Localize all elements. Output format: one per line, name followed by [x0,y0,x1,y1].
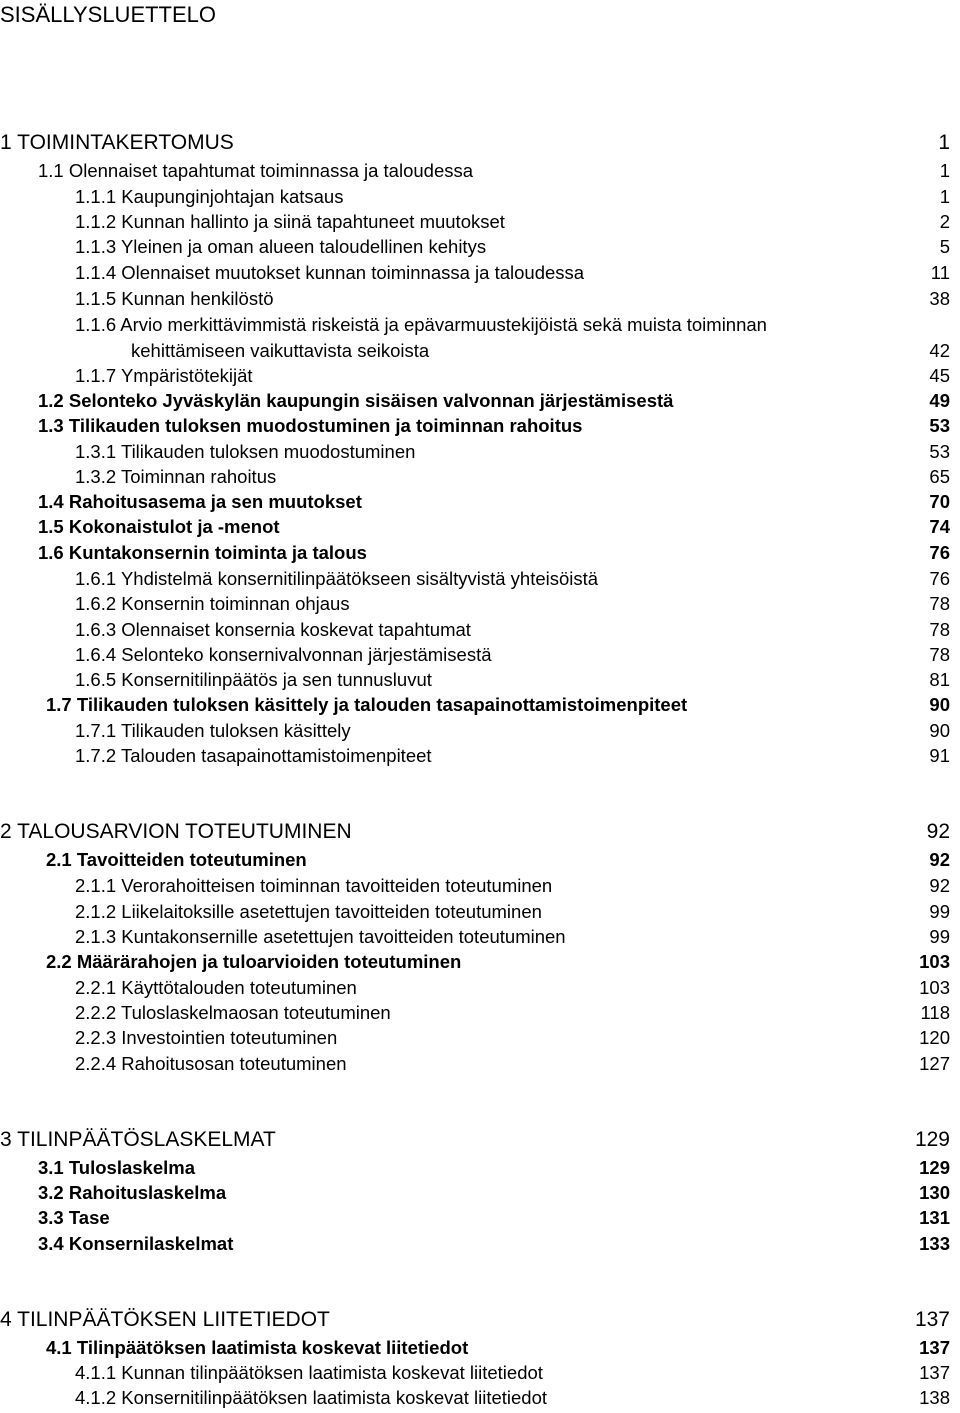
toc-page-number: 137 [914,1308,950,1331]
toc-page-number: 78 [929,619,950,640]
toc-entry-text: 4.1.1 Kunnan tilinpäätöksen laatimista koskevat liitetiedot [75,1362,543,1383]
toc-page-number: 81 [929,669,950,690]
toc-entry-text: 2.1.3 Kuntakonsernille asetettujen tavoitteiden toteutuminen [75,926,566,947]
toc-entry[interactable] [0,288,960,314]
toc-entry[interactable] [0,977,960,1003]
toc-entry-text: 1.1 Olennaiset tapahtumat toiminnassa ja taloudessa [38,160,474,181]
toc-entry-text: 2.2.1 Käyttötalouden toteutuminen [75,977,357,998]
toc-entry-text: 3 TILINPÄÄTÖSLASKELMAT [0,1128,276,1151]
toc-page-number: 138 [919,1387,950,1408]
toc-entry-text: 1.7.1 Tilikauden tuloksen käsittely [75,720,351,741]
toc-page-number: 78 [929,593,950,614]
toc-page-number: 91 [929,745,950,766]
toc-entry[interactable] [0,314,960,340]
toc-page-number: 76 [929,568,950,589]
toc-page-number: 53 [929,415,950,436]
toc-entry[interactable] [0,669,960,695]
toc-entry-text: 1 TOIMINTAKERTOMUS [0,131,234,154]
toc-page-number: 74 [929,516,950,537]
toc-page-number: 129 [919,1157,950,1178]
toc-entry[interactable] [0,415,960,441]
toc-page-number: 53 [929,441,950,462]
toc-chapter[interactable] [0,820,960,848]
toc-entry[interactable] [0,593,960,619]
toc-entry-text: 1.1.5 Kunnan henkilöstö [75,288,274,309]
toc-page-number: 1 [939,160,950,181]
toc-entry[interactable] [0,568,960,594]
toc-entry-continuation[interactable] [0,340,960,366]
toc-entry-text: 2.1 Tavoitteiden toteutuminen [46,849,307,870]
toc-entry[interactable] [0,491,960,517]
toc-entry-text: 1.2 Selonteko Jyväskylän kaupungin sisäisen valvonnan järjestämisestä [38,390,674,411]
toc-page-number: 127 [919,1053,950,1074]
page-title: SISÄLLYSLUETTELO [0,2,217,27]
toc-entry-text: 1.6.3 Olennaiset konsernia koskevat tapahtumat [75,619,471,640]
toc-entry-text: 1.1.6 Arvio merkittävimmistä riskeistä ja epävarmuustekijöistä sekä muista toiminnan [75,314,767,335]
toc-page-number: 2 [939,211,950,232]
toc-entry[interactable] [0,441,960,467]
toc-page-number: 90 [929,694,950,715]
toc-entry-text: 4 TILINPÄÄTÖKSEN LIITETIEDOT [0,1308,330,1331]
toc-entry-text: 2.2.2 Tuloslaskelmaosan toteutuminen [75,1002,391,1023]
toc-page-number: 70 [929,491,950,512]
toc-page-number: 99 [929,926,950,947]
toc-entry-text: 1.6.1 Yhdistelmä konsernitilinpäätökseen sisältyvistä yhteisöistä [75,568,599,589]
toc-page-number: 137 [919,1362,950,1383]
toc-page-number: 65 [929,466,950,487]
toc-entry[interactable] [0,390,960,416]
toc-entry[interactable] [0,1182,960,1208]
toc-entry-text: 4.1 Tilinpäätöksen laatimista koskevat liitetiedot [46,1337,469,1358]
toc-entry-text: 1.5 Kokonaistulot ja -menot [38,516,280,537]
toc-page-number: 1 [938,131,950,154]
toc-entry-text: 3.1 Tuloslaskelma [38,1157,195,1178]
toc-page-number: 90 [929,720,950,741]
toc-chapter[interactable] [0,1128,960,1156]
toc-page-number: 78 [929,644,950,665]
toc-entry[interactable] [0,1207,960,1233]
toc-entry[interactable] [0,1157,960,1183]
toc-entry-text: 2 TALOUSARVION TOTEUTUMINEN [0,820,352,843]
toc-page-number: 99 [929,901,950,922]
toc-entry[interactable] [0,211,960,237]
toc-entry-text: 3.4 Konsernilaskelmat [38,1233,234,1254]
toc-entry[interactable] [0,745,960,771]
toc-entry[interactable] [0,542,960,568]
toc-entry[interactable] [0,1002,960,1028]
toc-entry-text: 1.6.4 Selonteko konsernivalvonnan järjestämisestä [75,644,492,665]
toc-entry-text: 2.2 Määrärahojen ja tuloarvioiden toteutuminen [46,951,462,972]
toc-entry[interactable] [0,720,960,746]
toc-entry[interactable] [0,236,960,262]
toc-page-number: 120 [919,1027,950,1048]
toc-entry[interactable] [0,1387,960,1413]
toc-entry-text: 1.1.2 Kunnan hallinto ja siinä tapahtuneet muutokset [75,211,505,232]
toc-page-number: 131 [919,1207,950,1228]
toc-page-number: 137 [919,1337,950,1358]
toc-entry-text: 1.6 Kuntakonsernin toiminta ja talous [38,542,367,563]
toc-entry-text: 1.1.7 Ympäristötekijät [75,365,253,386]
toc-entry[interactable] [0,644,960,670]
toc-entry-text: 3.3 Tase [38,1207,110,1228]
toc-entry-text: 2.1.1 Verorahoitteisen toiminnan tavoitteiden toteutuminen [75,875,553,896]
toc-entry-text: 1.1.3 Yleinen ja oman alueen taloudellinen kehitys [75,236,487,257]
toc-entry-text: 2.1.2 Liikelaitoksille asetettujen tavoitteiden toteutuminen [75,901,542,922]
toc-entry[interactable] [0,516,960,542]
toc-entry-text: 3.2 Rahoituslaskelma [38,1182,227,1203]
toc-entry[interactable] [0,466,960,492]
toc-page-number: 103 [919,951,950,972]
toc-entry-text: 4.1.2 Konsernitilinpäätöksen laatimista koskevat liitetiedot [75,1387,548,1408]
toc-entry[interactable] [0,365,960,391]
toc-entry[interactable] [0,1233,960,1259]
toc-entry-text: 1.7.2 Talouden tasapainottamistoimenpiteet [75,745,432,766]
toc-entry-text: 2.2.3 Investointien toteutuminen [75,1027,338,1048]
toc-entry[interactable] [0,901,960,927]
toc-entry-text: 1.3.1 Tilikauden tuloksen muodostuminen [75,441,416,462]
toc-entry[interactable] [0,619,960,645]
toc-entry-text: 1.6.5 Konsernitilinpäätös ja sen tunnusluvut [75,669,432,690]
toc-entry[interactable] [0,1027,960,1053]
toc-entry-text: 1.1.1 Kaupunginjohtajan katsaus [75,186,344,207]
toc-page-number: 133 [919,1233,950,1254]
toc-page-number: 1 [939,186,950,207]
toc-page-number: 5 [939,236,950,257]
toc-entry[interactable] [0,926,960,952]
toc-entry[interactable] [0,262,960,288]
toc-entry[interactable] [0,951,960,977]
toc-entry-text: 1.6.2 Konsernin toiminnan ohjaus [75,593,350,614]
toc-page-number: 38 [929,288,950,309]
toc-entry-text: kehittämiseen vaikuttavista seikoista [131,340,430,361]
toc-page-number: 103 [919,977,950,998]
toc-entry[interactable] [0,160,960,186]
toc-chapter[interactable] [0,131,960,159]
toc-entry[interactable] [0,1337,960,1363]
toc-page-number: 130 [919,1182,950,1203]
toc-entry-text: 2.2.4 Rahoitusosan toteutuminen [75,1053,347,1074]
toc-page-number: 11 [930,262,950,283]
toc-entry[interactable] [0,186,960,212]
toc-entry-text: 1.1.4 Olennaiset muutokset kunnan toiminnassa ja taloudessa [75,262,585,283]
toc-page-number: 129 [914,1128,950,1151]
toc-page-number: 76 [929,542,950,563]
toc-entry[interactable] [0,1053,960,1079]
toc-page-number: 92 [929,849,950,870]
toc-page-number: 49 [929,390,950,411]
toc-page-number: 92 [926,820,950,843]
toc-page-number: 45 [929,365,950,386]
toc-page-number: 118 [920,1002,950,1023]
toc-entry-text: 1.3 Tilikauden tuloksen muodostuminen ja toiminnan rahoitus [38,415,583,436]
toc-entry-text: 1.3.2 Toiminnan rahoitus [75,466,277,487]
toc-chapter[interactable] [0,1308,960,1336]
toc-entry-text: 1.7 Tilikauden tuloksen käsittely ja talouden tasapainottamistoimenpiteet [46,694,688,715]
toc-page-number: 92 [929,875,950,896]
toc-entry[interactable] [0,875,960,901]
toc-page-number: 42 [929,340,950,361]
toc-entry-text: 1.4 Rahoitusasema ja sen muutokset [38,491,362,512]
toc-entry[interactable] [0,849,960,875]
toc-entry[interactable] [0,1362,960,1388]
toc-entry[interactable] [0,694,960,720]
